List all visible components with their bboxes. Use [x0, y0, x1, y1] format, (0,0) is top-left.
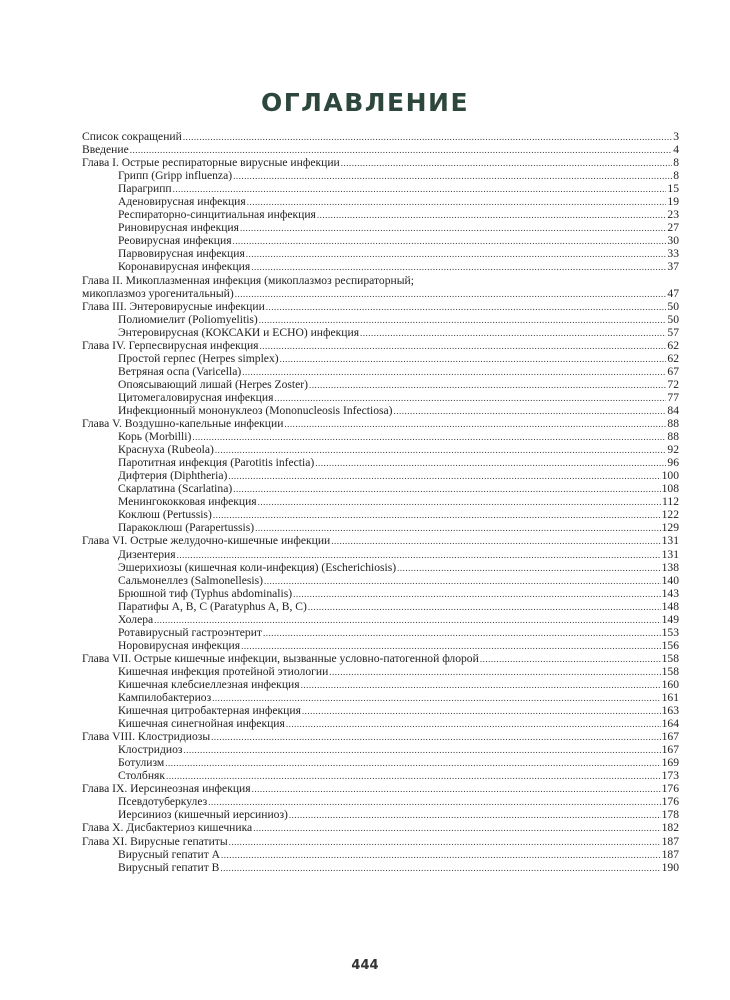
dot-leader	[240, 222, 666, 235]
dot-leader	[263, 627, 661, 640]
entry-title: Дифтерия (Diphtheria)	[118, 469, 228, 483]
entry-title: Вирусный гепатит А	[118, 847, 221, 861]
dot-leader	[289, 809, 661, 822]
entry-page-number: 23	[667, 208, 679, 222]
entry-title: Паротитная инфекция (Parotitis infectia)	[118, 456, 315, 470]
entry-page-number: 167	[661, 743, 679, 757]
toc-chapter-entry	[82, 156, 679, 169]
entry-title: Респираторно-синцитиальная инфекция	[118, 208, 316, 222]
entry-page-number: 131	[661, 547, 679, 561]
toc-section-entry	[82, 665, 679, 678]
dot-leader	[284, 418, 666, 431]
entry-title: Скарлатина (Scarlatina)	[118, 482, 233, 496]
dot-leader	[397, 562, 660, 575]
toc-chapter-entry	[82, 143, 679, 156]
entry-page-number: 62	[667, 338, 679, 352]
entry-title: Глава VII. Острые кишечные инфекции, вызванные условно-патогенной флорой	[82, 651, 479, 665]
entry-title: Краснуха (Rubeola)	[118, 443, 214, 457]
entry-title: Дизентерия	[118, 547, 176, 561]
entry-page-number: 169	[661, 756, 679, 770]
entry-title: Ветряная оспа (Varicella)	[118, 364, 242, 378]
toc-section-entry	[82, 521, 679, 534]
entry-page-number: 158	[661, 664, 679, 678]
entry-page-number: 161	[661, 691, 679, 705]
entry-page-number: 156	[661, 638, 679, 652]
entry-title: Глава VIII. Клостридиозы	[82, 730, 211, 744]
toc-section-entry	[82, 795, 679, 808]
toc-section-entry	[82, 169, 679, 182]
toc-section-entry	[82, 247, 679, 260]
entry-page-number: 96	[667, 456, 679, 470]
entry-page-number: 37	[667, 260, 679, 274]
entry-page-number: 176	[661, 782, 679, 796]
entry-title: Кишечная клебсиеллезная инфекция	[118, 677, 300, 691]
entry-page-number: 173	[661, 769, 679, 783]
entry-page-number: 164	[661, 717, 679, 731]
entry-page-number: 122	[661, 508, 679, 522]
toc-section-entry	[82, 743, 679, 756]
entry-page-number: 88	[667, 430, 679, 444]
entry-page-number: 153	[661, 625, 679, 639]
toc-chapter-entry	[82, 274, 679, 287]
dot-leader	[233, 235, 667, 248]
entry-page-number: 129	[661, 521, 679, 535]
entry-title: Корь (Morbilli)	[118, 430, 192, 444]
entry-page-number: 140	[661, 573, 679, 587]
entry-title: Введение	[82, 143, 129, 157]
entry-page-number: 4	[673, 143, 679, 157]
entry-title: Риновирусная инфекция	[118, 221, 239, 235]
entry-title: Псевдотуберкулез	[118, 795, 208, 809]
entry-page-number: 178	[661, 808, 679, 822]
entry-page-number: 47	[667, 286, 679, 300]
dot-leader	[183, 131, 672, 144]
dot-leader	[394, 405, 667, 418]
dot-leader	[213, 509, 661, 522]
entry-title: Парагрипп	[118, 182, 172, 196]
dot-leader	[233, 170, 672, 183]
dot-leader	[233, 483, 660, 496]
dot-leader	[235, 288, 667, 301]
toc-section-entry	[82, 613, 679, 626]
toc-section-entry	[82, 756, 679, 769]
entry-title: Парвовирусная инфекция	[118, 247, 245, 261]
entry-title: Глава VI. Острые желудочно-кишечные инфекции	[82, 534, 331, 548]
dot-leader	[317, 209, 667, 222]
toc-section-entry	[82, 443, 679, 456]
entry-title: Грипп (Gripp influenza)	[118, 169, 233, 183]
entry-page-number: 112	[662, 495, 679, 509]
entry-title: Опоясывающий лишай (Herpes Zoster)	[118, 377, 309, 391]
entry-page-number: 8	[673, 156, 679, 170]
toc-chapter-entry	[82, 835, 679, 848]
toc-chapter-entry	[82, 821, 679, 834]
toc-section-entry	[82, 430, 679, 443]
dot-leader	[183, 744, 660, 757]
entry-page-number: 92	[667, 443, 679, 457]
dot-leader	[302, 705, 661, 718]
dot-leader	[192, 431, 666, 444]
dot-leader	[264, 575, 661, 588]
toc-section-entry	[82, 469, 679, 482]
entry-title: Реовирусная инфекция	[118, 234, 232, 248]
toc-section-entry	[82, 808, 679, 821]
entry-page-number: 143	[661, 586, 679, 600]
entry-page-number: 160	[661, 677, 679, 691]
entry-title: Список сокращений	[82, 130, 182, 143]
entry-page-number: 84	[667, 403, 679, 417]
dot-leader	[286, 718, 661, 731]
entry-title: Ротавирусный гастроэнтерит	[118, 625, 262, 639]
toc-section-entry	[82, 561, 679, 574]
toc-section-entry	[82, 691, 679, 704]
entry-page-number: 187	[661, 834, 679, 848]
entry-title: Паракоклюш (Parapertussis)	[118, 521, 255, 535]
dot-leader	[480, 653, 661, 666]
entry-title: микоплазмоз урогенитальный)	[82, 286, 234, 300]
entry-title: Полиомиелит (Poliomyelitis)	[118, 312, 258, 326]
entry-title: Вирусный гепатит В	[118, 860, 220, 874]
entry-page-number: 72	[667, 377, 679, 391]
toc-chapter-entry	[82, 339, 679, 352]
toc-chapter-entry	[82, 534, 679, 547]
toc-chapter-entry	[82, 782, 679, 795]
entry-page-number: 33	[667, 247, 679, 261]
toc-section-entry	[82, 378, 679, 391]
toc-section-entry	[82, 365, 679, 378]
toc-chapter-entry	[82, 730, 679, 743]
toc-section-entry	[82, 600, 679, 613]
toc-section-entry	[82, 587, 679, 600]
entry-page-number: 138	[661, 560, 679, 574]
dot-leader	[220, 862, 660, 875]
toc-chapter-entry	[82, 287, 679, 300]
toc-section-entry	[82, 704, 679, 717]
entry-title: Глава XI. Вирусные гепатиты	[82, 834, 228, 848]
entry-page-number: 30	[667, 234, 679, 248]
entry-page-number: 187	[661, 847, 679, 861]
entry-title: Энтеровирусная (КОКСАКИ и ЕСНО) инфекция	[118, 325, 360, 339]
entry-title: Коклюш (Pertussis)	[118, 508, 212, 522]
entry-page-number: 108	[661, 482, 679, 496]
entry-page-number: 131	[661, 534, 679, 548]
entry-title: Простой герпес (Herpes simplex)	[118, 351, 279, 365]
entry-page-number: 67	[667, 364, 679, 378]
toc-chapter-entry	[82, 652, 679, 665]
toc-section-entry	[82, 456, 679, 469]
toc-section-entry	[82, 221, 679, 234]
dot-leader	[308, 601, 661, 614]
entry-page-number: 50	[667, 299, 679, 313]
entry-page-number: 88	[667, 417, 679, 431]
dot-leader	[266, 301, 667, 314]
toc-section-entry	[82, 195, 679, 208]
toc-section-entry	[82, 574, 679, 587]
dot-leader	[329, 666, 660, 679]
dot-leader	[280, 353, 667, 366]
entry-page-number: 176	[661, 795, 679, 809]
toc-section-entry	[82, 548, 679, 561]
toc-section-entry	[82, 626, 679, 639]
entry-title: Менингококковая инфекция	[118, 495, 257, 509]
dot-leader	[315, 457, 666, 470]
entry-page-number: 8	[673, 169, 679, 183]
dot-leader	[252, 783, 661, 796]
toc-chapter-entry	[82, 130, 679, 143]
entry-title: Глава I. Острые респираторные вирусные инфекции	[82, 156, 340, 170]
toc-section-entry	[82, 234, 679, 247]
entry-title: Столбняк	[118, 769, 165, 783]
entry-title: Глава V. Воздушно-капельные инфекции	[82, 417, 284, 431]
entry-title: Кампилобактериоз	[118, 691, 212, 705]
entry-title: Клостридиоз	[118, 743, 183, 757]
entry-title: Паратифы А, В, С (Paratyphus A, B, C)	[118, 599, 307, 613]
dot-leader	[165, 757, 660, 770]
entry-page-number: 27	[667, 221, 679, 235]
entry-page-number: 62	[667, 351, 679, 365]
entry-title: Глава III. Энтеровирусные инфекции	[82, 299, 265, 313]
entry-page-number: 15	[667, 182, 679, 196]
toc-section-entry	[82, 861, 679, 874]
dot-leader	[228, 470, 660, 483]
entry-title: Холера	[118, 612, 154, 626]
entry-title: Глава X. Дисбактериоз кишечника	[82, 821, 253, 835]
toc-section-entry	[82, 391, 679, 404]
entry-page-number: 77	[667, 390, 679, 404]
entry-page-number: 148	[661, 599, 679, 613]
entry-title: Кишечная инфекция протейной этиологии	[118, 664, 329, 678]
dot-leader	[246, 248, 667, 261]
entry-title: Аденовирусная инфекция	[118, 195, 246, 209]
dot-leader	[211, 731, 661, 744]
entry-page-number: 100	[661, 469, 679, 483]
dot-leader	[341, 157, 672, 170]
entry-page-number: 182	[661, 821, 679, 835]
toc-section-entry	[82, 508, 679, 521]
entry-title: Ботулизм	[118, 756, 165, 770]
entry-page-number: 3	[673, 130, 679, 143]
dot-leader	[260, 340, 667, 353]
entry-title: Глава IX. Иерсинеозная инфекция	[82, 782, 251, 796]
entry-title: Сальмонеллез (Salmonellesis)	[118, 573, 264, 587]
page-title: ОГЛАВЛЕНИЕ	[260, 88, 470, 117]
toc-section-entry	[82, 326, 679, 339]
dot-leader	[309, 379, 666, 392]
entry-title: Кишечная синегнойная инфекция	[118, 717, 285, 731]
entry-title: Кишечная цитробактерная инфекция	[118, 704, 301, 718]
entry-page-number: 19	[667, 195, 679, 209]
dot-leader	[331, 535, 660, 548]
entry-title: Глава II. Микоплазменная инфекция (микоплазмоз респираторный;	[82, 273, 414, 287]
dot-leader	[301, 679, 661, 692]
dot-leader	[221, 849, 661, 862]
entry-page-number: 57	[667, 325, 679, 339]
toc-section-entry	[82, 482, 679, 495]
entry-title: Инфекционный мононуклеоз (Mononucleosis Infectiosa)	[118, 403, 393, 417]
entry-page-number: 50	[667, 312, 679, 326]
toc-section-entry	[82, 769, 679, 782]
entry-page-number: 167	[661, 730, 679, 744]
entry-page-number: 149	[661, 612, 679, 626]
entry-title: Иерсиниоз (кишечный иерсиниоз)	[118, 808, 288, 822]
toc-chapter-entry	[82, 417, 679, 430]
dot-leader	[253, 822, 660, 835]
entry-title: Эшерихиозы (кишечная коли-инфекция) (Escherichiosis)	[118, 560, 397, 574]
entry-title: Брюшной тиф (Typhus abdominalis)	[118, 586, 293, 600]
dot-leader	[258, 496, 661, 509]
dot-leader	[229, 836, 661, 849]
entry-page-number: 163	[661, 704, 679, 718]
toc-section-entry	[82, 352, 679, 365]
table-of-contents	[82, 130, 679, 874]
toc-section-entry	[82, 678, 679, 691]
toc-section-entry	[82, 404, 679, 417]
toc-section-entry	[82, 717, 679, 730]
entry-title: Глава IV. Герпесвирусная инфекция	[82, 338, 259, 352]
entry-title: Норовирусная инфекция	[118, 638, 241, 652]
entry-page-number: 190	[661, 860, 679, 874]
toc-section-entry	[82, 313, 679, 326]
toc-section-entry	[82, 639, 679, 652]
toc-section-entry	[82, 182, 679, 195]
toc-section-entry	[82, 260, 679, 273]
dot-leader	[293, 588, 661, 601]
entry-page-number: 158	[661, 651, 679, 665]
dot-leader	[173, 183, 667, 196]
entry-title: Коронавирусная инфекция	[118, 260, 251, 274]
toc-section-entry	[82, 848, 679, 861]
toc-section-entry	[82, 495, 679, 508]
dot-leader	[360, 327, 666, 340]
entry-title: Цитомегаловирусная инфекция	[118, 390, 274, 404]
toc-chapter-entry	[82, 300, 679, 313]
page-number: 444	[351, 958, 379, 973]
toc-section-entry	[82, 208, 679, 221]
